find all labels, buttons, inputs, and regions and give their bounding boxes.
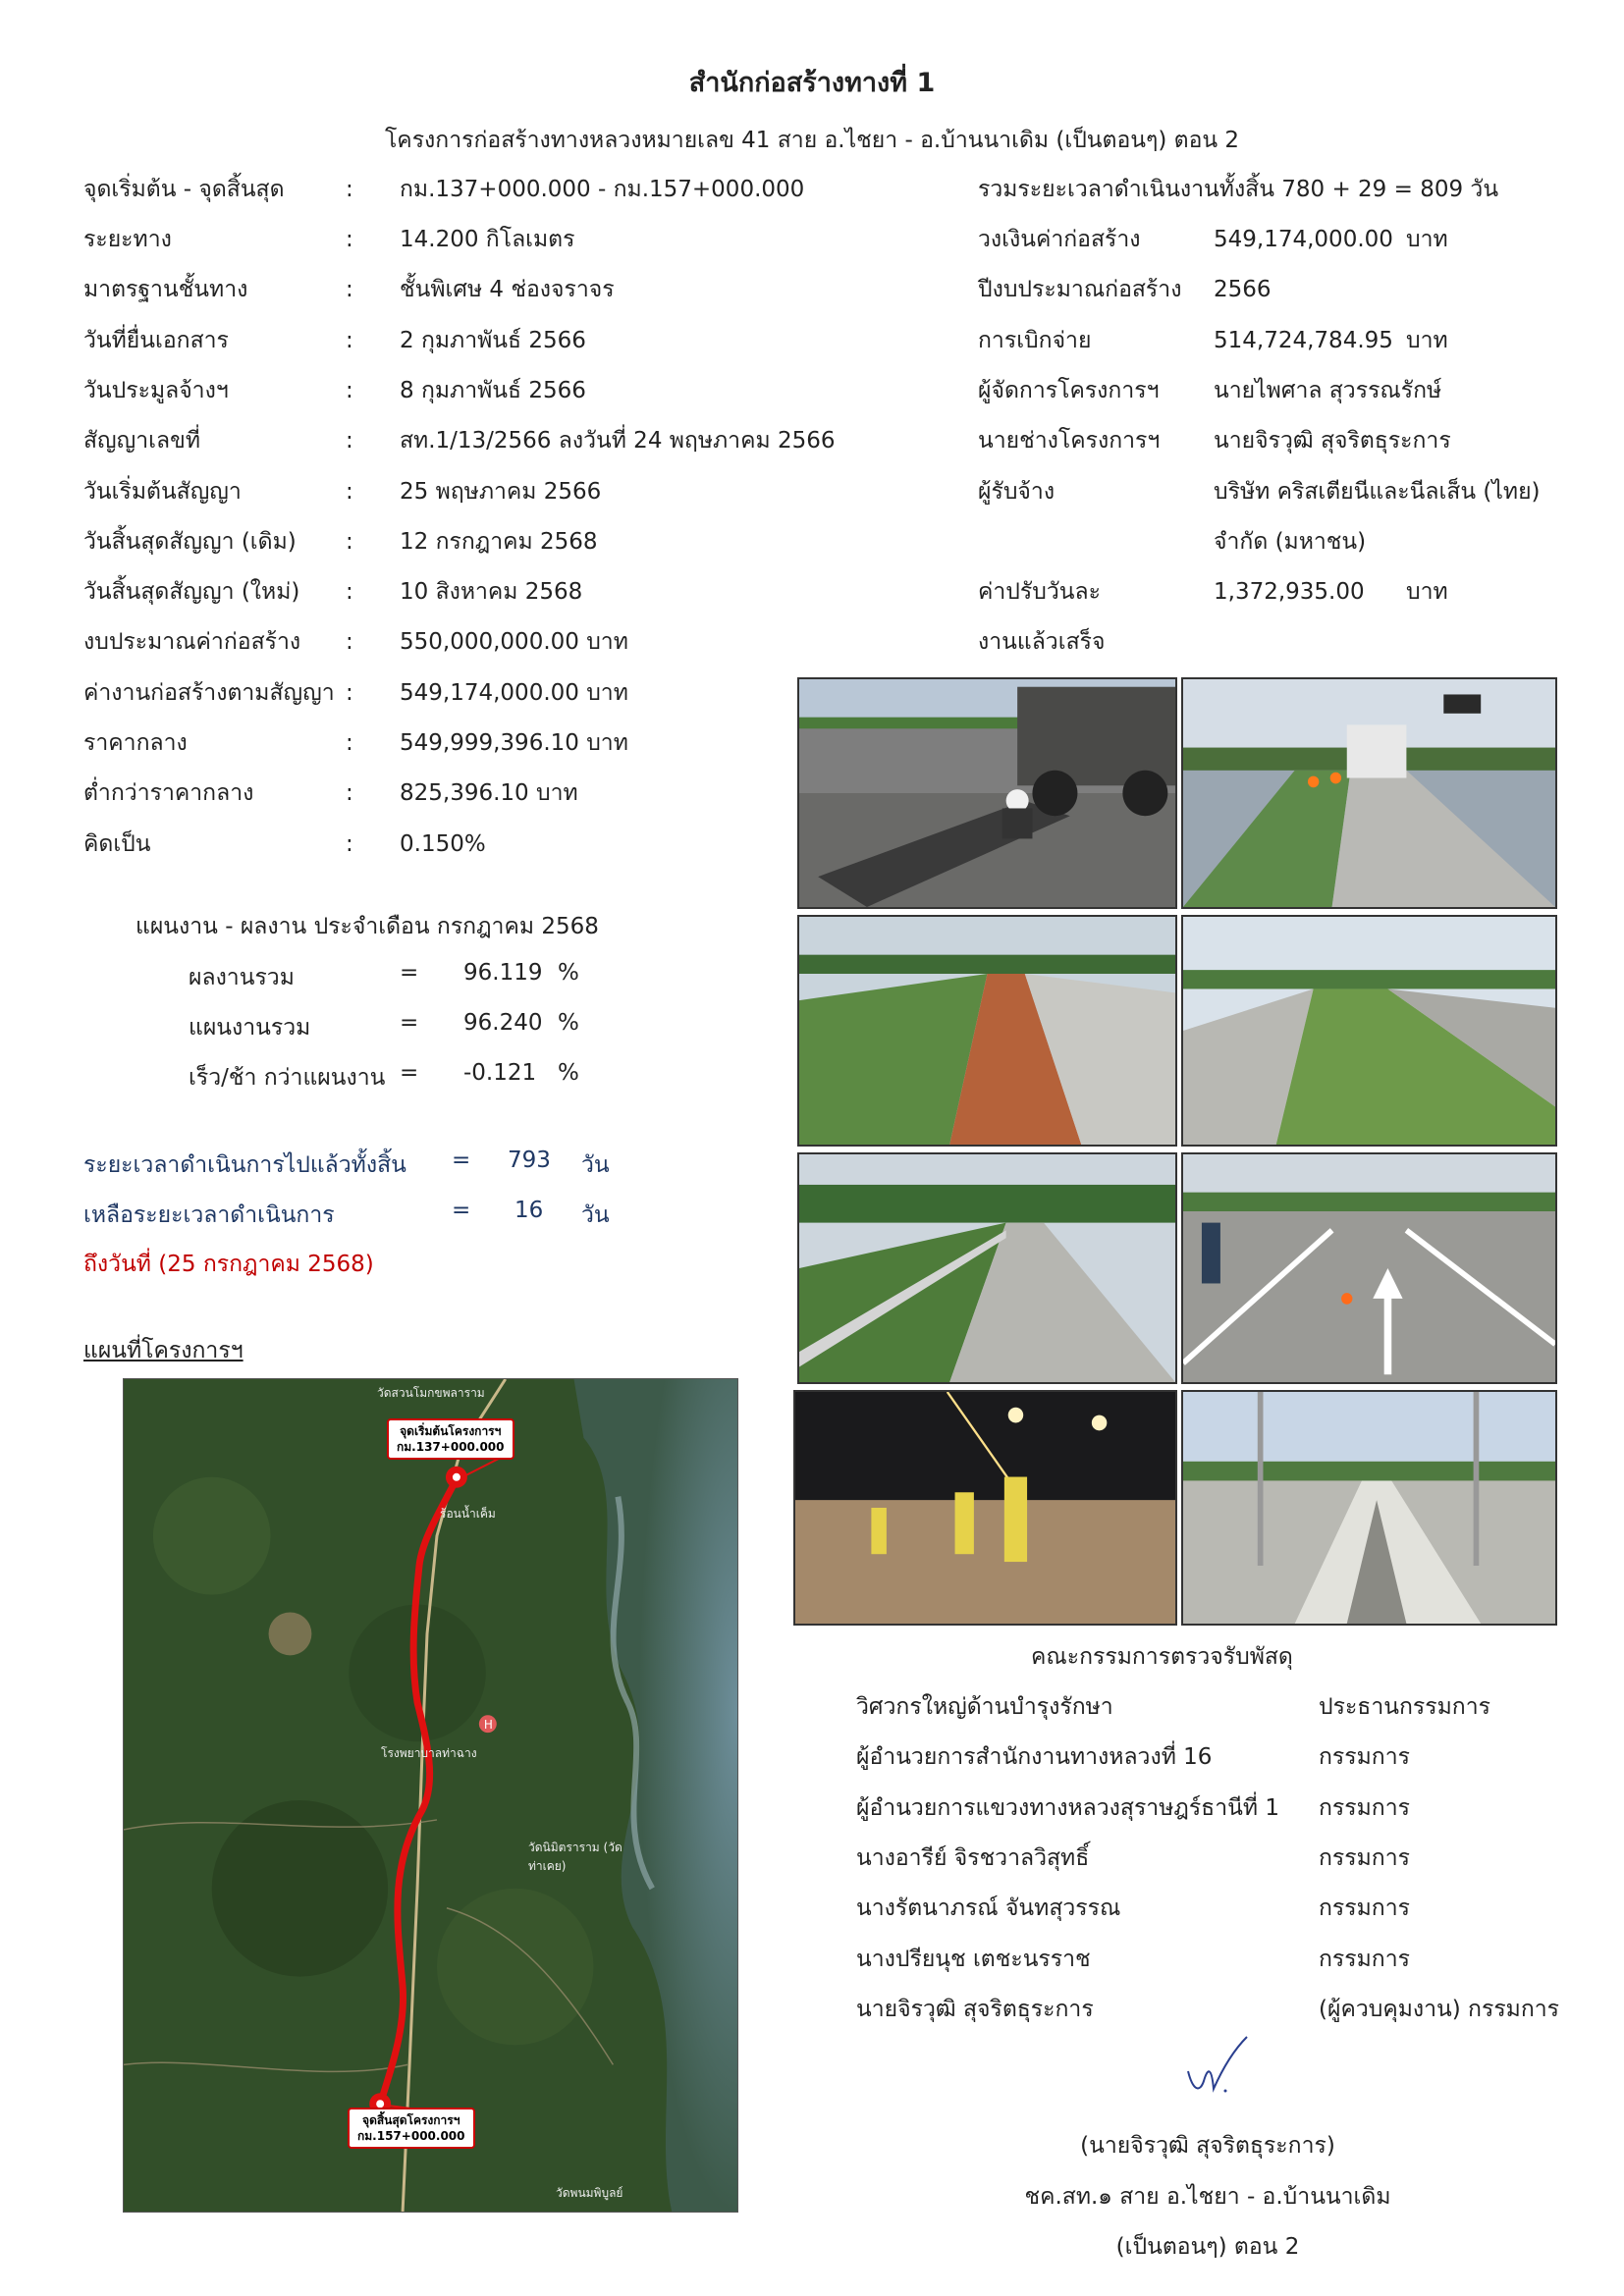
progress-unit: % [558, 1010, 579, 1036]
info-value: 2 กุมภาพันธ์ 2566 [400, 328, 586, 353]
completed-label: งานแล้วเสร็จ [978, 629, 1106, 655]
info-colon: : [346, 378, 353, 403]
info-colon: : [346, 780, 353, 806]
info-colon: : [346, 177, 353, 202]
info-value: 549,174,000.00 บาท [400, 680, 628, 706]
info-value: 8 กุมภาพันธ์ 2566 [400, 378, 586, 403]
info-label: ระยะทาง [83, 227, 172, 252]
info-colon: : [346, 428, 353, 454]
map-place-label: วัดสวนโมกขพลาราม [377, 1386, 485, 1400]
info-colon: : [346, 277, 353, 302]
info-label: มาตรฐานชั้นทาง [83, 277, 248, 302]
map-place-label: วัดพนมพิบูลย์ [556, 2186, 623, 2200]
committee-member-role: ประธานกรรมการ [1319, 1694, 1490, 1720]
map-place-label: ร้อนน้ำเค็ม [440, 1507, 496, 1521]
site-photo [1181, 677, 1557, 909]
committee-member-role: กรรมการ [1319, 1896, 1410, 1921]
remaining-unit: วัน [581, 1202, 610, 1228]
start-pin-icon [446, 1467, 467, 1488]
info-colon: : [346, 328, 353, 353]
progress-eq: = [400, 1060, 419, 1086]
committee-member-role: (ผู้ควบคุมงาน) กรรมการ [1319, 1997, 1560, 2022]
info-label: จุดเริ่มต้น - จุดสิ้นสุด [83, 177, 285, 202]
info-value: 549,999,396.10 บาท [400, 730, 628, 756]
progress-label: เร็ว/ช้า กว่าแผนงาน [189, 1065, 386, 1091]
start-point-km: กม.137+000.000 [397, 1440, 505, 1454]
committee-member-name: นางปรียนุช เตชะนรราช [856, 1947, 1091, 1972]
signature-mark [1178, 2032, 1257, 2101]
committee-member-name: ผู้อำนวยการสำนักงานทางหลวงที่ 16 [856, 1744, 1213, 1770]
progress-title: แผนงาน - ผลงาน ประจำเดือน กรกฎาคม 2568 [135, 914, 599, 939]
progress-value: 96.119 [463, 960, 543, 986]
info-value: ชั้นพิเศษ 4 ช่องจราจร [400, 277, 615, 302]
info-label: ราคากลาง [83, 730, 188, 756]
info-value: 14.200 กิโลเมตร [400, 227, 575, 252]
site-photo [1181, 915, 1557, 1147]
info-value: 10 สิงหาคม 2568 [400, 579, 583, 605]
info-label: ผู้รับจ้าง [978, 479, 1056, 505]
info-value: 550,000,000.00 บาท [400, 629, 628, 655]
site-photo [1181, 1390, 1557, 1626]
signature-position: ชค.สท.๑ สาย อ.ไชยา - อ.บ้านนาเดิม [1024, 2184, 1391, 2210]
info-label: วันสิ้นสุดสัญญา (ใหม่) [83, 579, 300, 605]
info-label: วันประมูลจ้างฯ [83, 378, 229, 403]
info-colon: : [346, 730, 353, 756]
info-colon: : [346, 479, 353, 505]
info-value: 12 กรกฎาคม 2568 [400, 529, 598, 555]
committee-title: คณะกรรมการตรวจรับพัสดุ [1031, 1644, 1293, 1670]
info-value: สท.1/13/2566 ลงวันที่ 24 พฤษภาคม 2566 [400, 428, 836, 454]
elapsed-eq: = [452, 1148, 471, 1173]
info-value: 2566 [1214, 277, 1272, 302]
info-value: นายไพศาล สุวรรณรักษ์ [1214, 378, 1442, 403]
committee-member-name: นายจิรวุฒิ สุจริตธุระการ [856, 1997, 1094, 2022]
as-of-date: ถึงวันที่ (25 กรกฎาคม 2568) [83, 1252, 374, 1277]
penalty-value: 1,372,935.00 [1214, 579, 1365, 605]
svg-text:H: H [483, 1718, 493, 1733]
progress-unit: % [558, 1060, 579, 1086]
info-value: 0.150% [400, 831, 486, 857]
info-label: นายช่างโครงการฯ [978, 428, 1161, 454]
end-point-km: กม.157+000.000 [357, 2129, 465, 2143]
committee-member-name: นางรัตนาภรณ์ จันทสุวรรณ [856, 1896, 1121, 1921]
progress-value: -0.121 [463, 1060, 537, 1086]
info-label: วันที่ยื่นเอกสาร [83, 328, 229, 353]
progress-eq: = [400, 1010, 419, 1036]
info-value: 25 พฤษภาคม 2566 [400, 479, 602, 505]
hospital-icon [479, 1715, 497, 1733]
info-colon: : [346, 227, 353, 252]
info-label: ต่ำกว่าราคากลาง [83, 780, 254, 806]
site-photo [1181, 1152, 1557, 1384]
info-value: กม.137+000.000 - กม.157+000.000 [400, 177, 805, 202]
info-unit: บาท [1406, 328, 1448, 353]
committee-member-name: ผู้อำนวยการแขวงทางหลวงสุราษฎร์ธานีที่ 1 [856, 1795, 1279, 1821]
info-label: วันเริ่มต้นสัญญา [83, 479, 242, 505]
start-point-label: จุดเริ่มต้นโครงการฯ [400, 1424, 502, 1438]
elapsed-unit: วัน [581, 1152, 610, 1178]
committee-member-role: กรรมการ [1319, 1795, 1410, 1821]
contractor-line2: จำกัด (มหาชน) [1214, 529, 1367, 555]
committee-member-role: กรรมการ [1319, 1845, 1410, 1871]
info-label: วันสิ้นสุดสัญญา (เดิม) [83, 529, 297, 555]
committee-member-name: วิศวกรใหญ่ด้านบำรุงรักษา [856, 1694, 1113, 1720]
satellite-map-image [124, 1379, 737, 2212]
start-point-callout [387, 1418, 514, 1460]
info-value: นายจิรวุฒิ สุจริตธุระการ [1214, 428, 1451, 454]
site-photo [797, 1152, 1177, 1384]
info-value: 514,724,784.95 [1214, 328, 1393, 353]
info-colon: : [346, 529, 353, 555]
info-label: ค่างานก่อสร้างตามสัญญา [83, 680, 335, 706]
committee-member-name: นางอารีย์ จิรชวาลวิสุทธิ์ [856, 1845, 1090, 1871]
map-title: แผนที่โครงการฯ [83, 1338, 244, 1363]
info-colon: : [346, 680, 353, 706]
total-duration: รวมระยะเวลาดำเนินงานทั้งสิ้น 780 + 29 = 809 วัน [978, 177, 1499, 202]
end-point-label: จุดสิ้นสุดโครงการฯ [362, 2113, 460, 2127]
info-label: สัญญาเลขที่ [83, 428, 200, 454]
site-photo [797, 677, 1177, 909]
info-value: บริษัท คริสเตียนีและนีลเส็น (ไทย) [1214, 479, 1541, 505]
info-colon: : [346, 629, 353, 655]
progress-value: 96.240 [463, 1010, 543, 1036]
penalty-unit: บาท [1406, 579, 1448, 605]
map-place-label: วัดนิมิตราราม (วัดท่าเคย) [528, 1841, 623, 1873]
penalty-label: ค่าปรับวันละ [978, 579, 1101, 605]
progress-label: แผนงานรวม [189, 1015, 311, 1041]
info-label: การเบิกจ่าย [978, 328, 1092, 353]
signature-name: (นายจิรวุฒิ สุจริตธุระการ) [1080, 2133, 1335, 2159]
project-map [123, 1378, 738, 2213]
elapsed-value: 793 [508, 1148, 551, 1173]
info-label: คิดเป็น [83, 831, 151, 857]
info-label: วงเงินค่าก่อสร้าง [978, 227, 1141, 252]
map-place-label: โรงพยาบาลท่าฉาง [381, 1746, 477, 1760]
info-unit: บาท [1406, 227, 1448, 252]
end-point-callout [348, 2108, 475, 2149]
info-label: งบประมาณค่าก่อสร้าง [83, 629, 301, 655]
committee-member-role: กรรมการ [1319, 1947, 1410, 1972]
info-label: ผู้จัดการโครงการฯ [978, 378, 1160, 403]
project-subtitle: โครงการก่อสร้างทางหลวงหมายเลข 41 สาย อ.ไชยา - อ.บ้านนาเดิม (เป็นตอนๆ) ตอน 2 [384, 128, 1240, 153]
elapsed-label: ระยะเวลาดำเนินการไปแล้วทั้งสิ้น [83, 1152, 406, 1178]
site-photo [797, 915, 1177, 1147]
info-label: ปีงบประมาณก่อสร้าง [978, 277, 1182, 302]
info-value: 549,174,000.00 [1214, 227, 1393, 252]
info-value: 825,396.10 บาท [400, 780, 578, 806]
committee-member-role: กรรมการ [1319, 1744, 1410, 1770]
info-colon: : [346, 579, 353, 605]
remaining-label: เหลือระยะเวลาดำเนินการ [83, 1202, 335, 1228]
site-photo [793, 1390, 1177, 1626]
page-title: สำนักก่อสร้างทางที่ 1 [688, 68, 936, 98]
remaining-value: 16 [514, 1198, 544, 1223]
progress-unit: % [558, 960, 579, 986]
progress-label: ผลงานรวม [189, 965, 295, 990]
progress-eq: = [400, 960, 419, 986]
signature-section: (เป็นตอนๆ) ตอน 2 [1115, 2234, 1300, 2260]
remaining-eq: = [452, 1198, 471, 1223]
info-colon: : [346, 831, 353, 857]
